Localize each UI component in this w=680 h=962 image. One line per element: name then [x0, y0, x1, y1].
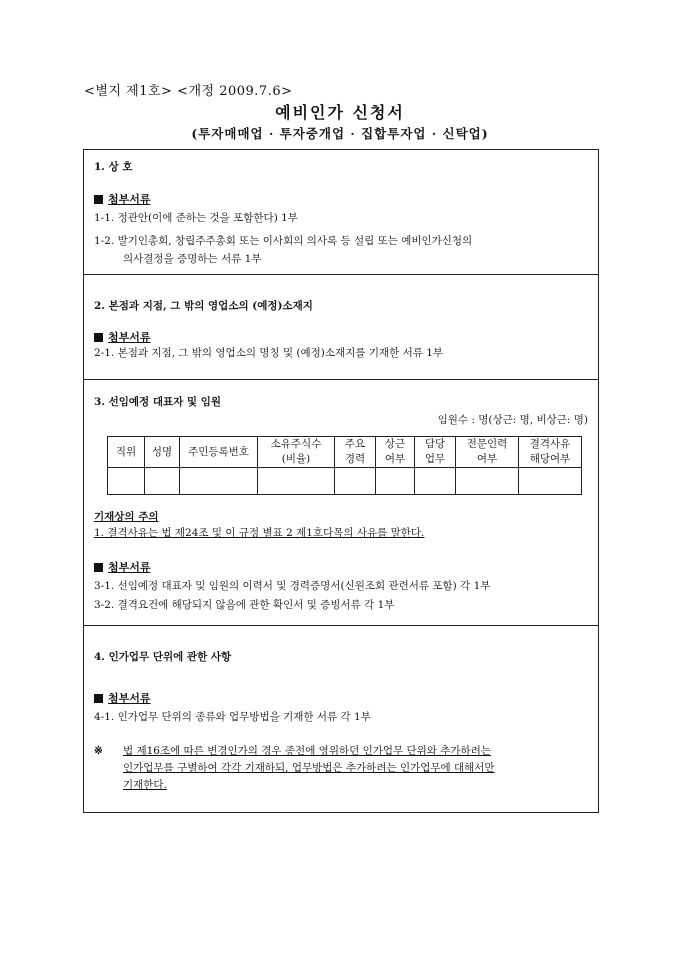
table-header-cell: 주요 경력 — [335, 437, 376, 468]
table-header-cell: 상근 여부 — [376, 437, 415, 468]
document-title: 예비인가 신청서 — [275, 103, 405, 122]
application-form — [83, 149, 599, 813]
reference-mark: ※ — [94, 745, 103, 757]
table-cell[interactable] — [335, 468, 376, 495]
table-header-cell: 결격사유 해당여부 — [519, 437, 582, 468]
table-header-cell: 직위 — [108, 437, 145, 468]
square-bullet-icon — [94, 333, 103, 342]
attachment-item: 3-2. 결격요건에 해당되지 않음에 관한 확인서 및 증빙서류 각 1부 — [94, 599, 395, 611]
section-office-locations — [84, 275, 598, 380]
attachments-title: 첨부서류 — [94, 692, 588, 706]
note-line: 인가업무를 구별하여 각각 기재하되, 업무방법은 추가하려는 인가업무에 대해서만 — [123, 762, 495, 774]
table-header-cell: 소유주식수 (비율) — [258, 437, 335, 468]
table-cell[interactable] — [519, 468, 582, 495]
table-header-cell: 담당 업무 — [415, 437, 456, 468]
note-line: 기재한다. — [123, 779, 167, 791]
section-heading: 4. 인가업무 단위에 관한 사항 — [94, 651, 232, 663]
attachment-item-continued: 의사결정을 증명하는 서류 1부 — [123, 253, 262, 265]
square-bullet-icon — [94, 195, 103, 204]
document-subtitle: (투자매매업 · 투자중개업 · 집합투자업 · 신탁업) — [191, 126, 489, 141]
section-heading: 1. 상 호 — [94, 161, 133, 173]
table-cell[interactable] — [180, 468, 258, 495]
attachment-item: 2-1. 본점과 지점, 그 밖의 영업소의 명칭 및 (예정)소재지를 기재한 서류 1부 — [94, 347, 444, 359]
table-cell[interactable] — [108, 468, 145, 495]
table-header-cell: 주민등록번호 — [180, 437, 258, 468]
attachments-title: 첨부서류 — [94, 331, 588, 345]
section-representatives-officers — [84, 380, 598, 626]
notes-title: 기재상의 주의 — [94, 511, 159, 523]
square-bullet-icon — [94, 694, 103, 703]
section-authorized-business-units — [84, 626, 598, 813]
attachment-item: 4-1. 인가업무 단위의 종류와 업무방법을 기재한 서류 각 1부 — [94, 711, 371, 723]
table-cell[interactable] — [415, 468, 456, 495]
form-reference: <별지 제1호> <개정 2009.7.6> — [84, 84, 293, 99]
table-cell[interactable] — [456, 468, 519, 495]
attachment-item: 3-1. 선임예정 대표자 및 임원의 이력서 및 경력증명서(신원조회 관련서류 포함) 각 1부 — [94, 580, 491, 592]
table-cell[interactable] — [376, 468, 415, 495]
table-row — [108, 468, 582, 495]
officer-count-line: 임원수 : 명(상근: 명, 비상근: 명) — [437, 414, 588, 426]
table-cell[interactable] — [258, 468, 335, 495]
note-line: 법 제16조에 따른 변경인가의 경우 종전에 영위하던 인가업무 단위와 추가하려는 — [123, 745, 491, 757]
officer-table — [107, 436, 582, 495]
note-item: 1. 결격사유는 법 제24조 및 이 규정 별표 2 제1호다목의 사유를 말한다. — [94, 527, 425, 539]
square-bullet-icon — [94, 563, 103, 572]
attachment-item: 1-2. 발기인총회, 창립주주총회 또는 이사회의 의사록 등 설립 또는 예비인가신청의 — [94, 235, 473, 247]
attachments-title: 첨부서류 — [94, 561, 588, 575]
table-header-row — [108, 437, 582, 468]
section-trade-name — [84, 150, 598, 275]
table-header-cell: 전문인력 여부 — [456, 437, 519, 468]
section-heading: 2. 본점과 지점, 그 밖의 영업소의 (예정)소재지 — [94, 300, 313, 312]
table-cell[interactable] — [145, 468, 180, 495]
attachment-item: 1-1. 정관안(이에 준하는 것을 포함한다) 1부 — [94, 212, 298, 224]
section-heading: 3. 선임예정 대표자 및 임원 — [94, 396, 222, 408]
attachments-title: 첨부서류 — [94, 193, 588, 207]
table-header-cell: 성명 — [145, 437, 180, 468]
